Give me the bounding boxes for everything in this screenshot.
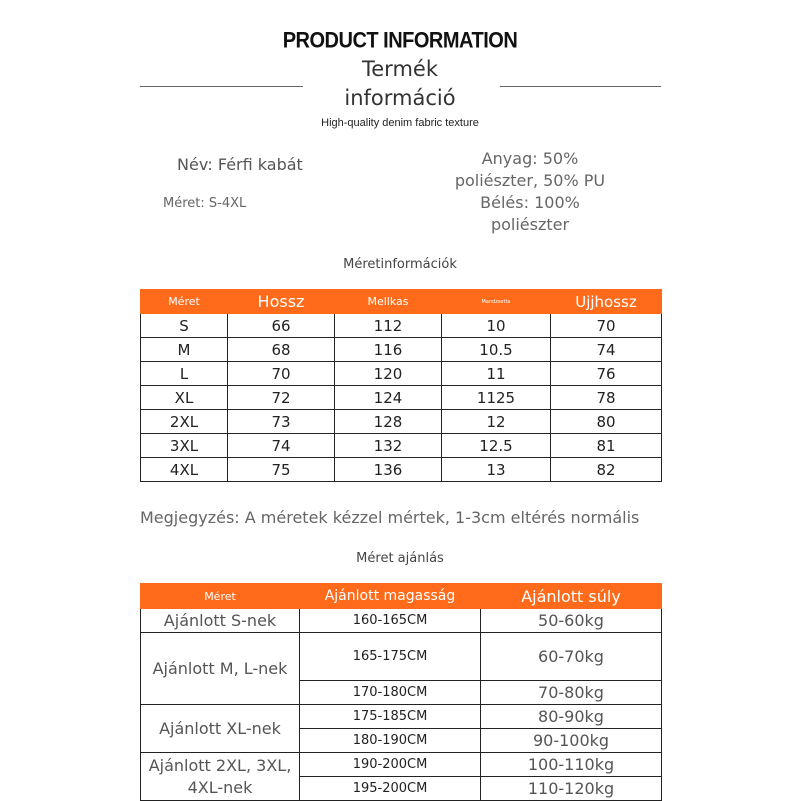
product-information-title: PRODUCT INFORMATION xyxy=(282,28,518,54)
chest-cell: 128 xyxy=(335,410,442,434)
rec-height: 190-200CM xyxy=(300,753,481,777)
rec-size-label: Ajánlott M, L-nek xyxy=(141,633,300,705)
rec-height: 165-175CM xyxy=(300,633,481,681)
cuff-cell: 13 xyxy=(442,458,551,482)
rec-weight: 90-100kg xyxy=(481,729,662,753)
chest-cell: 120 xyxy=(335,362,442,386)
cuff-cell: 11 xyxy=(442,362,551,386)
header-rec-size: Méret xyxy=(141,584,300,609)
length-cell: 70 xyxy=(228,362,335,386)
sleeve-cell: 76 xyxy=(551,362,662,386)
sleeve-cell: 82 xyxy=(551,458,662,482)
length-cell: 68 xyxy=(228,338,335,362)
rec-weight: 60-70kg xyxy=(481,633,662,681)
material-line2: poliészter, 50% PU xyxy=(454,171,606,190)
chest-cell: 116 xyxy=(335,338,442,362)
lining-line1: Bélés: 100% xyxy=(480,193,580,212)
subtitle xyxy=(300,55,500,113)
recommendation-table xyxy=(140,583,662,801)
chest-cell: 112 xyxy=(335,314,442,338)
sleeve-cell: 74 xyxy=(551,338,662,362)
rec-row xyxy=(141,609,662,633)
rec-height: 160-165CM xyxy=(300,609,481,633)
length-cell: 74 xyxy=(228,434,335,458)
chest-cell: 132 xyxy=(335,434,442,458)
size-row xyxy=(141,314,662,338)
cuff-cell: 10 xyxy=(442,314,551,338)
tagline: High-quality denim fabric texture xyxy=(321,117,479,129)
sleeve-cell: 80 xyxy=(551,410,662,434)
rec-height: 195-200CM xyxy=(300,777,481,801)
rec-size-label: Ajánlott 2XL, 3XL, 4XL-nek xyxy=(141,753,300,801)
header-rec-weight: Ajánlott súly xyxy=(481,584,662,609)
length-cell: 72 xyxy=(228,386,335,410)
size-row xyxy=(141,410,662,434)
length-cell: 73 xyxy=(228,410,335,434)
product-name: Név: Férfi kabát xyxy=(177,155,303,174)
header-cuff: Mandzsetta xyxy=(442,290,551,314)
header-chest: Mellkas xyxy=(335,290,442,314)
lining-line2: poliészter xyxy=(490,215,570,234)
rec-row xyxy=(141,705,662,729)
size-cell: 3XL xyxy=(141,434,228,458)
size-table-header xyxy=(141,290,662,314)
recommendation-header xyxy=(141,584,662,609)
cuff-cell: 12.5 xyxy=(442,434,551,458)
size-cell: S xyxy=(141,314,228,338)
size-row xyxy=(141,386,662,410)
rec-height: 180-190CM xyxy=(300,729,481,753)
sleeve-cell: 78 xyxy=(551,386,662,410)
size-info-heading: Méretinformációk xyxy=(343,257,457,272)
size-cell: L xyxy=(141,362,228,386)
title-divider-left xyxy=(140,86,303,87)
header-length: Hossz xyxy=(228,290,335,314)
rec-row xyxy=(141,753,662,777)
rec-weight: 50-60kg xyxy=(481,609,662,633)
size-row xyxy=(141,338,662,362)
size-cell: 4XL xyxy=(141,458,228,482)
sleeve-cell: 81 xyxy=(551,434,662,458)
length-cell: 75 xyxy=(228,458,335,482)
sleeve-cell: 70 xyxy=(551,314,662,338)
measurement-note: Megjegyzés: A méretek kézzel mértek, 1-3cm eltérés normális xyxy=(140,508,640,527)
chest-cell: 124 xyxy=(335,386,442,410)
rec-size-label: Ajánlott S-nek xyxy=(141,609,300,633)
subtitle-line1: Termék xyxy=(362,57,438,81)
rec-size-label: Ajánlott XL-nek xyxy=(141,705,300,753)
rec-row xyxy=(141,633,662,681)
size-row xyxy=(141,434,662,458)
rec-height: 170-180CM xyxy=(300,681,481,705)
size-recommendation-heading: Méret ajánlás xyxy=(356,551,444,566)
rec-weight: 70-80kg xyxy=(481,681,662,705)
title-divider-right xyxy=(500,86,661,87)
rec-weight: 110-120kg xyxy=(481,777,662,801)
cuff-cell: 1125 xyxy=(442,386,551,410)
header-rec-height: Ajánlott magasság xyxy=(300,584,481,609)
header-size: Méret xyxy=(141,290,228,314)
rec-height: 175-185CM xyxy=(300,705,481,729)
chest-cell: 136 xyxy=(335,458,442,482)
size-range: Méret: S-4XL xyxy=(163,196,247,211)
header-sleeve: Ujjhossz xyxy=(551,290,662,314)
size-cell: XL xyxy=(141,386,228,410)
material-block xyxy=(430,148,630,236)
size-row xyxy=(141,362,662,386)
material-line1: Anyag: 50% xyxy=(481,149,579,168)
cuff-cell: 10.5 xyxy=(442,338,551,362)
size-cell: M xyxy=(141,338,228,362)
size-table xyxy=(140,289,662,482)
rec-weight: 100-110kg xyxy=(481,753,662,777)
length-cell: 66 xyxy=(228,314,335,338)
size-cell: 2XL xyxy=(141,410,228,434)
subtitle-line2: információ xyxy=(344,86,456,110)
cuff-cell: 12 xyxy=(442,410,551,434)
rec-weight: 80-90kg xyxy=(481,705,662,729)
size-row xyxy=(141,458,662,482)
